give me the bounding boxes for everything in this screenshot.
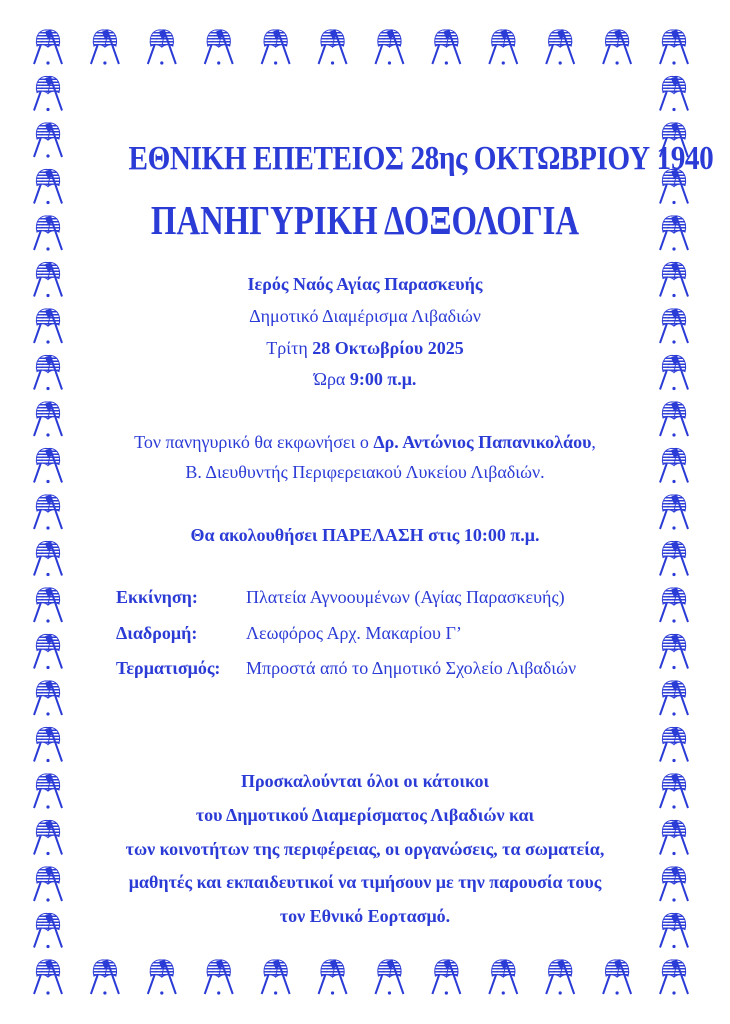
route-path-label: Διαδρομή: [116,623,198,643]
speech-intro: Τον πανηγυρικό θα εκφωνήσει ο [134,432,369,452]
route-start-value: Πλατεία Αγνοουμένων (Αγίας Παρασκευής) [246,587,565,607]
route-end-label: Τερματισμός: [116,658,221,678]
invitation-line-5: τον Εθνικό Εορτασμό. [279,906,451,926]
parade-announcement: Θα ακολουθήσει ΠΑΡΕΛΑΣΗ στις 10:00 π.μ. [190,525,540,545]
time-line [90,366,640,392]
route-path-value: Λεωφόρος Αρχ. Μακαρίου Γ’ [246,623,462,643]
invitation-line-4: μαθητές και εκπαιδευτικοί να τιμήσουν με την παρουσία τους [128,872,602,892]
venue-text: Ιερός Ναός Αγίας Παρασκευής [247,274,483,294]
time-prefix: Ώρα [313,369,346,389]
invitation-line-1: Προσκαλούνται όλοι οι κάτοικοι [240,771,490,791]
speaker-suffix: , [591,432,596,452]
speaker-name: Δρ. Αντώνιος Παπανικολάου [373,432,592,452]
route-start-label: Εκκίνηση: [116,587,198,607]
page-subtitle: ΠΑΝΗΓΥΡΙΚΗ ΔΟΞΟΛΟΓΙΑ [150,197,580,243]
invitation-line-2: του Δημοτικού Διαμερίσματος Λιβαδιών και [195,805,535,825]
district-text: Δημοτικό Διαμέρισμα Λιβαδιών [249,306,481,326]
date-line [90,335,640,361]
event-date: 28 Οκτωβρίου 2025 [312,338,464,358]
speaker-role: Β. Διευθυντής Περιφερειακού Λυκείου Λιβαδιών. [185,462,545,482]
page-title: ΕΘΝΙΚΗ ΕΠΕΤΕΙΟΣ 28ης ΟΚΤΩΒΡΙΟΥ 1940 [128,140,714,177]
invitation-line-3: των κοινοτήτων της περιφέρειας, οι οργανώσεις, τα σωματεία, [125,839,605,859]
route-end-value: Μπροστά από το Δημοτικό Σχολείο Λιβαδιών [246,658,577,678]
speech-line [60,429,670,455]
day-prefix: Τρίτη [266,338,308,358]
event-time: 9:00 π.μ. [349,369,417,389]
